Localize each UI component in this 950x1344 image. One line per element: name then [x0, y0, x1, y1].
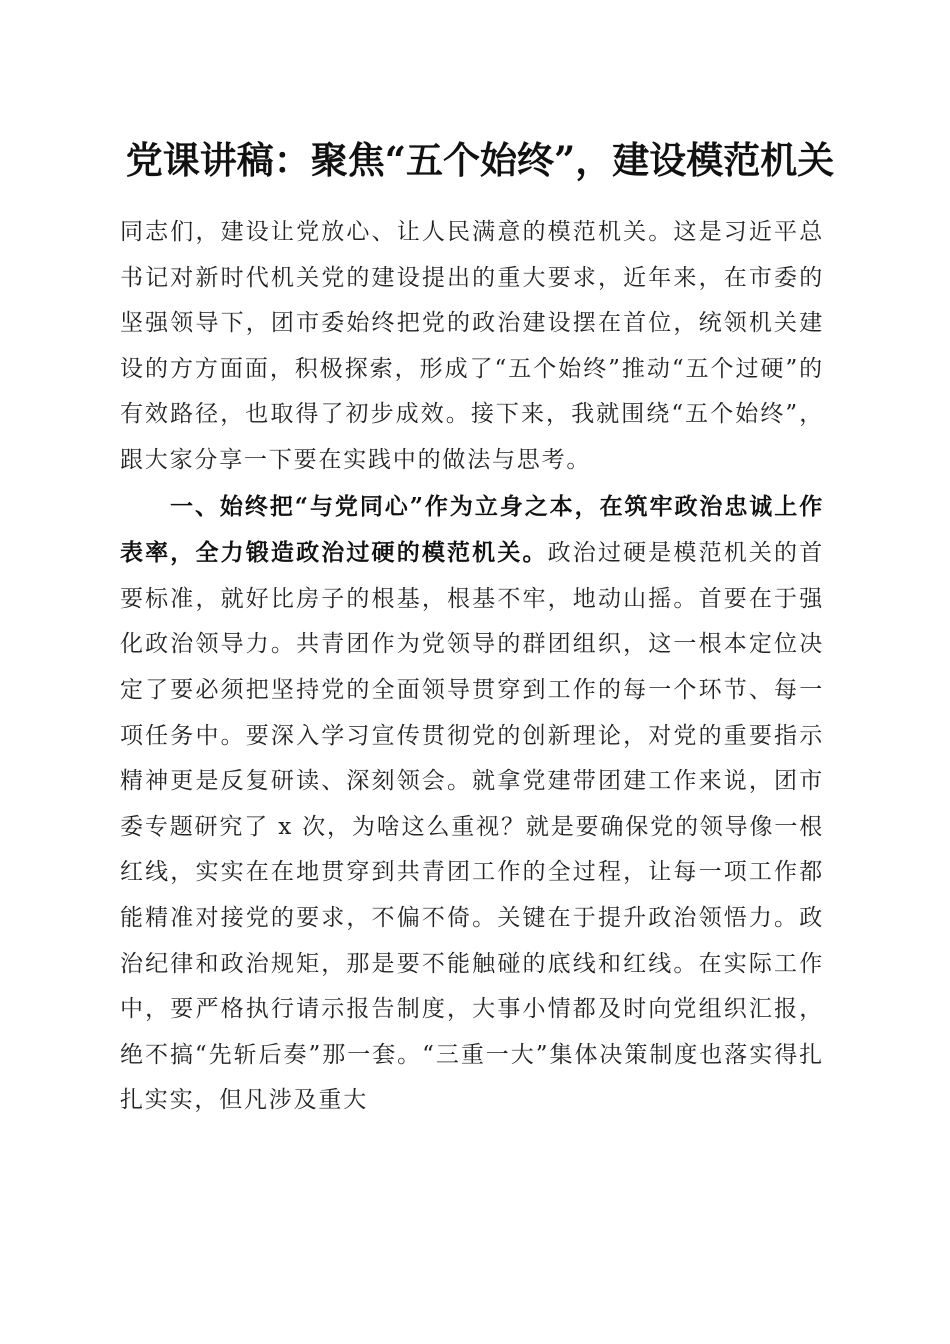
paragraph-intro: 同志们，建设让党放心、让人民满意的模范机关。这是习近平总书记对新时代机关党的建设提出的重大要求，近年来，在市委的坚强领导下，团市委始终把党的政治建设摆在首位，统领机关建设的方方面面，积极探索，形成了“五个始终”推动“五个过硬”的有效路径，也取得了初步成效。接下来，我就围绕“五个始终”，跟大家分享一下要在实践中的做法与思考。	[120, 219, 824, 473]
paragraph-section-one	[120, 484, 824, 1124]
section-text: 政治过硬是模范机关的首要标准，就好比房子的根基，根基不牢，地动山摇。首要在于强化政治领导力。共青团作为党领导的群团组织，这一根本定位决定了要必须把坚持党的全面领导贯穿到工作的每一个环节、每一项任务中。要深入学习宣传贯彻党的创新理论，对党的重要指示精神更是反复研读、深刻领会。就拿党建带团建工作来说，团市委专题研究了 x 次，为啥这么重视？就是要确保党的领导像一根红线，实实在在地贯穿到共青团工作的全过程，让每一项工作都能精准对接党的要求，不偏不倚。关键在于提升政治领悟力。政治纪律和政治规矩，那是要不能触碰的底线和红线。在实际工作中，要严格执行请示报告制度，大事小情都及时向党组织汇报，绝不搞“先斩后奏”那一套。“三重一大”集体决策制度也落实得扎扎实实，但凡涉及重大	[120, 540, 824, 1114]
section-heading: 一、始终把“与党同心”作为立身之本，在筑牢政治忠诚上作表率，全力锻造政治过硬的模范机关。	[120, 492, 824, 567]
document-title: 党课讲稿：聚焦“五个始终”，建设模范机关	[125, 138, 835, 182]
document-body	[120, 210, 824, 1124]
